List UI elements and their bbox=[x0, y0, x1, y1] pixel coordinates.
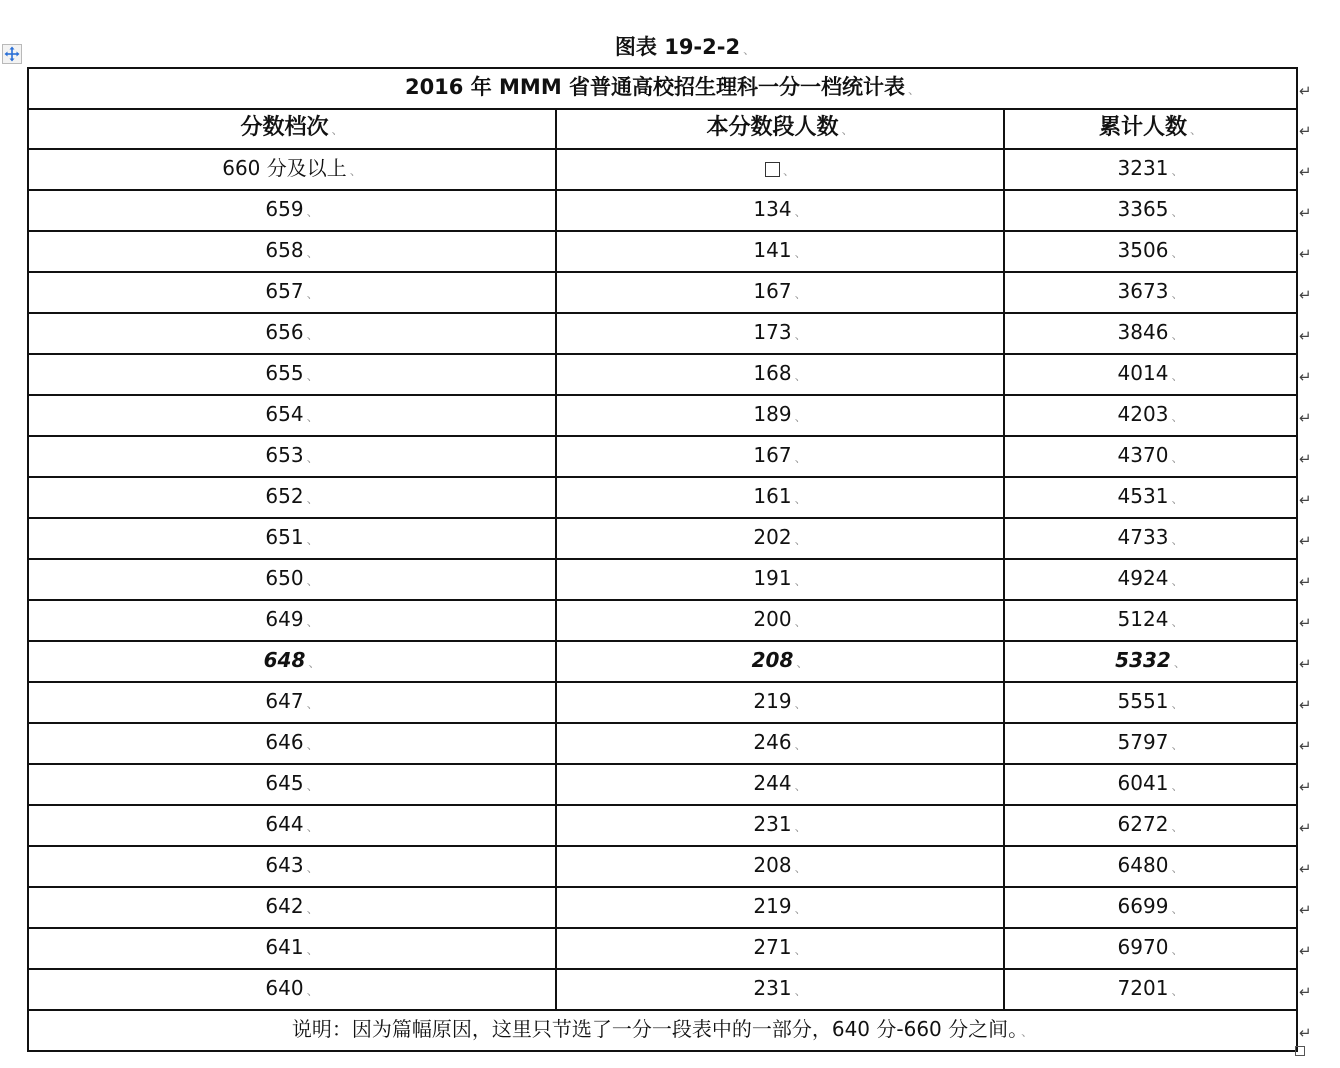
score-cell[interactable] bbox=[28, 231, 556, 272]
score-value: 660 分及以上 bbox=[222, 156, 347, 180]
table-row bbox=[28, 313, 1297, 354]
table-row bbox=[28, 600, 1297, 641]
count-cell[interactable] bbox=[556, 600, 1004, 641]
cell-end-mark: 、 bbox=[794, 820, 807, 834]
table-row bbox=[28, 477, 1297, 518]
cumulative-value: 6970 bbox=[1117, 935, 1169, 959]
count-value: 161 bbox=[753, 484, 792, 508]
count-value: 208 bbox=[751, 648, 794, 672]
cell-end-mark: 、 bbox=[306, 902, 319, 916]
header-cell-score[interactable] bbox=[28, 109, 556, 149]
table-row bbox=[28, 805, 1297, 846]
count-value: 202 bbox=[753, 525, 792, 549]
cell-end-mark: 、 bbox=[794, 902, 807, 916]
cell-end-mark: 、 bbox=[1171, 328, 1184, 342]
score-cell[interactable] bbox=[28, 149, 556, 190]
score-value: 641 bbox=[265, 935, 304, 959]
score-distribution-table bbox=[27, 67, 1298, 1052]
count-cell[interactable] bbox=[556, 149, 1004, 190]
count-value: 219 bbox=[753, 689, 792, 713]
cell-end-mark: 、 bbox=[306, 738, 319, 752]
table-header-row bbox=[28, 109, 1297, 149]
cell-end-mark: 、 bbox=[794, 205, 807, 219]
row-end-mark-icon: ↵ bbox=[1299, 244, 1312, 263]
score-value: 659 bbox=[265, 197, 304, 221]
cell-end-mark: 、 bbox=[1171, 697, 1184, 711]
cumulative-value: 4531 bbox=[1117, 484, 1169, 508]
score-value: 658 bbox=[265, 238, 304, 262]
score-cell[interactable] bbox=[28, 395, 556, 436]
score-value: 654 bbox=[265, 402, 304, 426]
row-end-mark-icon: ↵ bbox=[1299, 818, 1312, 837]
cell-end-mark: 、 bbox=[794, 246, 807, 260]
row-end-mark-icon: ↵ bbox=[1299, 654, 1312, 673]
cumulative-cell[interactable] bbox=[1004, 149, 1297, 190]
cumulative-value: 3506 bbox=[1117, 238, 1169, 262]
count-cell[interactable] bbox=[556, 477, 1004, 518]
cell-end-mark: 、 bbox=[1171, 820, 1184, 834]
count-cell[interactable] bbox=[556, 518, 1004, 559]
cumulative-cell[interactable] bbox=[1004, 682, 1297, 723]
cell-end-mark: 、 bbox=[1171, 943, 1184, 957]
count-value: 167 bbox=[753, 279, 792, 303]
cumulative-value: 5332 bbox=[1115, 648, 1171, 672]
count-cell[interactable] bbox=[556, 764, 1004, 805]
figure-caption: 图表 19-2-2 、 bbox=[614, 35, 756, 59]
score-value: 640 bbox=[265, 976, 304, 1000]
count-cell[interactable] bbox=[556, 231, 1004, 272]
cell-end-mark: 、 bbox=[1171, 246, 1184, 260]
score-value: 649 bbox=[265, 607, 304, 631]
cumulative-value: 5797 bbox=[1117, 730, 1169, 754]
cell-end-mark: 、 bbox=[1171, 738, 1184, 752]
score-value: 643 bbox=[265, 853, 304, 877]
row-end-mark-icon: ↵ bbox=[1299, 982, 1312, 1001]
cell-end-mark: 、 bbox=[306, 984, 319, 998]
cell-end-mark: 、 bbox=[331, 123, 344, 137]
row-end-mark-icon: ↵ bbox=[1299, 531, 1312, 550]
row-end-mark-icon: ↵ bbox=[1299, 81, 1312, 100]
score-value: 647 bbox=[265, 689, 304, 713]
table-move-handle[interactable] bbox=[2, 44, 22, 64]
count-value: 168 bbox=[753, 361, 792, 385]
score-value: 645 bbox=[265, 771, 304, 795]
score-cell[interactable] bbox=[28, 682, 556, 723]
row-end-mark-icon: ↵ bbox=[1299, 408, 1312, 427]
row-end-mark-icon: ↵ bbox=[1299, 326, 1312, 345]
cell-end-mark: 、 bbox=[794, 533, 807, 547]
count-cell[interactable] bbox=[556, 313, 1004, 354]
cell-end-mark: 、 bbox=[1171, 779, 1184, 793]
header-label: 本分数段人数 bbox=[706, 115, 839, 140]
cell-end-mark: 、 bbox=[743, 43, 756, 57]
header-cell-cumulative[interactable] bbox=[1004, 109, 1297, 149]
cell-end-mark: 、 bbox=[306, 615, 319, 629]
cell-end-mark: 、 bbox=[306, 410, 319, 424]
cumulative-cell[interactable] bbox=[1004, 313, 1297, 354]
cell-end-mark: 、 bbox=[1171, 902, 1184, 916]
cumulative-cell[interactable] bbox=[1004, 928, 1297, 969]
score-cell[interactable] bbox=[28, 518, 556, 559]
row-end-mark-icon: ↵ bbox=[1299, 859, 1312, 878]
cumulative-cell[interactable] bbox=[1004, 723, 1297, 764]
count-cell[interactable] bbox=[556, 723, 1004, 764]
score-cell[interactable] bbox=[28, 969, 556, 1010]
score-value: 642 bbox=[265, 894, 304, 918]
score-value: 646 bbox=[265, 730, 304, 754]
score-cell[interactable] bbox=[28, 928, 556, 969]
table-row bbox=[28, 272, 1297, 313]
cell-end-mark: 、 bbox=[794, 615, 807, 629]
table-row bbox=[28, 723, 1297, 764]
table-resize-handle[interactable] bbox=[1295, 1046, 1305, 1056]
score-value: 657 bbox=[265, 279, 304, 303]
count-cell[interactable] bbox=[556, 887, 1004, 928]
score-cell[interactable] bbox=[28, 846, 556, 887]
row-end-mark-icon: ↵ bbox=[1299, 695, 1312, 714]
score-cell[interactable] bbox=[28, 436, 556, 477]
cumulative-value: 6480 bbox=[1117, 853, 1169, 877]
cell-end-mark: 、 bbox=[794, 287, 807, 301]
row-end-mark-icon: ↵ bbox=[1299, 941, 1312, 960]
score-value: 652 bbox=[265, 484, 304, 508]
cell-end-mark: 、 bbox=[1171, 164, 1184, 178]
cumulative-value: 3846 bbox=[1117, 320, 1169, 344]
cell-end-mark: 、 bbox=[841, 123, 854, 137]
row-end-mark-icon: ↵ bbox=[1299, 900, 1312, 919]
score-cell[interactable] bbox=[28, 190, 556, 231]
cell-end-mark: 、 bbox=[306, 205, 319, 219]
count-value: 134 bbox=[753, 197, 792, 221]
row-end-mark-icon: ↵ bbox=[1299, 203, 1312, 222]
cell-end-mark: 、 bbox=[1171, 861, 1184, 875]
table-row bbox=[28, 764, 1297, 805]
count-value: 173 bbox=[753, 320, 792, 344]
row-end-mark-icon: ↵ bbox=[1299, 449, 1312, 468]
cell-end-mark: 、 bbox=[306, 246, 319, 260]
row-end-mark-icon: ↵ bbox=[1299, 736, 1312, 755]
score-cell[interactable] bbox=[28, 887, 556, 928]
cell-end-mark: 、 bbox=[794, 697, 807, 711]
count-value: 244 bbox=[753, 771, 792, 795]
table-title: 2016 年 MMM 省普通高校招生理科一分一档统计表 bbox=[404, 75, 906, 99]
cell-end-mark: 、 bbox=[1190, 123, 1203, 137]
table-row bbox=[28, 231, 1297, 272]
cell-end-mark: 、 bbox=[1171, 984, 1184, 998]
cell-end-mark: 、 bbox=[1021, 1025, 1034, 1039]
score-cell[interactable] bbox=[28, 272, 556, 313]
cell-end-mark: 、 bbox=[308, 656, 321, 670]
score-value: 650 bbox=[265, 566, 304, 590]
count-cell[interactable] bbox=[556, 846, 1004, 887]
cell-end-mark: 、 bbox=[1171, 533, 1184, 547]
cell-end-mark: 、 bbox=[794, 943, 807, 957]
table-row bbox=[28, 436, 1297, 477]
cell-end-mark: 、 bbox=[1171, 410, 1184, 424]
count-cell[interactable] bbox=[556, 395, 1004, 436]
table-title-cell[interactable] bbox=[28, 68, 1297, 109]
table-row bbox=[28, 928, 1297, 969]
cumulative-value: 7201 bbox=[1117, 976, 1169, 1000]
cell-end-mark: 、 bbox=[1171, 451, 1184, 465]
count-cell[interactable] bbox=[556, 354, 1004, 395]
cumulative-cell[interactable] bbox=[1004, 846, 1297, 887]
table-note-row bbox=[28, 1010, 1297, 1051]
cumulative-cell[interactable] bbox=[1004, 805, 1297, 846]
table-row bbox=[28, 395, 1297, 436]
cumulative-cell[interactable] bbox=[1004, 395, 1297, 436]
cell-end-mark: 、 bbox=[1171, 369, 1184, 383]
count-value: 208 bbox=[753, 853, 792, 877]
cumulative-cell[interactable] bbox=[1004, 436, 1297, 477]
cell-end-mark: 、 bbox=[1171, 205, 1184, 219]
cell-end-mark: 、 bbox=[1171, 615, 1184, 629]
count-cell[interactable] bbox=[556, 559, 1004, 600]
table-row bbox=[28, 846, 1297, 887]
row-end-mark-icon: ↵ bbox=[1299, 572, 1312, 591]
cell-end-mark: 、 bbox=[794, 738, 807, 752]
cumulative-value: 4203 bbox=[1117, 402, 1169, 426]
cell-end-mark: 、 bbox=[794, 779, 807, 793]
cell-end-mark: 、 bbox=[306, 574, 319, 588]
cell-end-mark: 、 bbox=[306, 369, 319, 383]
table-note: 说明：因为篇幅原因，这里只节选了一分一段表中的一部分，640 分-660 分之间。 bbox=[291, 1017, 1019, 1041]
row-end-mark-icon: ↵ bbox=[1299, 1023, 1312, 1042]
cell-end-mark: 、 bbox=[794, 451, 807, 465]
cumulative-cell[interactable] bbox=[1004, 354, 1297, 395]
cell-end-mark: 、 bbox=[794, 328, 807, 342]
cell-end-mark: 、 bbox=[306, 820, 319, 834]
empty-box-icon bbox=[765, 162, 780, 177]
score-cell[interactable] bbox=[28, 477, 556, 518]
score-cell[interactable] bbox=[28, 600, 556, 641]
cell-end-mark: 、 bbox=[1171, 287, 1184, 301]
header-label: 累计人数 bbox=[1098, 115, 1187, 140]
count-cell[interactable] bbox=[556, 272, 1004, 313]
count-cell[interactable] bbox=[556, 682, 1004, 723]
cumulative-value: 6041 bbox=[1117, 771, 1169, 795]
cumulative-value: 5124 bbox=[1117, 607, 1169, 631]
score-cell[interactable] bbox=[28, 641, 556, 682]
score-cell[interactable] bbox=[28, 805, 556, 846]
cell-end-mark: 、 bbox=[306, 697, 319, 711]
cell-end-mark: 、 bbox=[794, 369, 807, 383]
score-cell[interactable] bbox=[28, 723, 556, 764]
cumulative-value: 3365 bbox=[1117, 197, 1169, 221]
cumulative-cell[interactable] bbox=[1004, 272, 1297, 313]
count-value: 246 bbox=[753, 730, 792, 754]
count-cell[interactable] bbox=[556, 641, 1004, 682]
header-label: 分数档次 bbox=[240, 115, 329, 140]
row-end-mark-icon: ↵ bbox=[1299, 162, 1312, 181]
row-end-mark-icon: ↵ bbox=[1299, 285, 1312, 304]
cumulative-cell[interactable] bbox=[1004, 518, 1297, 559]
cell-end-mark: 、 bbox=[794, 410, 807, 424]
cumulative-value: 4733 bbox=[1117, 525, 1169, 549]
row-end-mark-icon: ↵ bbox=[1299, 122, 1312, 140]
cumulative-value: 3673 bbox=[1117, 279, 1169, 303]
count-value: 141 bbox=[753, 238, 792, 262]
count-value: 189 bbox=[753, 402, 792, 426]
score-value: 653 bbox=[265, 443, 304, 467]
table-row bbox=[28, 518, 1297, 559]
table-row bbox=[28, 190, 1297, 231]
cell-end-mark: 、 bbox=[306, 943, 319, 957]
move-arrows-icon bbox=[4, 46, 20, 62]
count-cell[interactable] bbox=[556, 928, 1004, 969]
cell-end-mark: 、 bbox=[1171, 492, 1184, 506]
count-value: 191 bbox=[753, 566, 792, 590]
cell-end-mark: 、 bbox=[794, 574, 807, 588]
count-cell[interactable] bbox=[556, 436, 1004, 477]
count-value: 167 bbox=[753, 443, 792, 467]
cumulative-cell[interactable] bbox=[1004, 969, 1297, 1010]
score-value: 655 bbox=[265, 361, 304, 385]
cell-end-mark: 、 bbox=[306, 328, 319, 342]
count-cell[interactable] bbox=[556, 969, 1004, 1010]
cell-end-mark: 、 bbox=[1173, 656, 1186, 670]
count-value: 231 bbox=[753, 812, 792, 836]
cumulative-cell[interactable] bbox=[1004, 559, 1297, 600]
cell-end-mark: 、 bbox=[306, 861, 319, 875]
cell-end-mark: 、 bbox=[306, 287, 319, 301]
table-title-row bbox=[28, 68, 1297, 109]
header-cell-count[interactable] bbox=[556, 109, 1004, 149]
cell-end-mark: 、 bbox=[794, 861, 807, 875]
cell-end-mark: 、 bbox=[908, 83, 921, 97]
cumulative-cell[interactable] bbox=[1004, 764, 1297, 805]
cell-end-mark: 、 bbox=[349, 164, 362, 178]
score-value: 651 bbox=[265, 525, 304, 549]
cumulative-value: 4924 bbox=[1117, 566, 1169, 590]
row-end-mark-icon: ↵ bbox=[1299, 613, 1312, 632]
cumulative-cell[interactable] bbox=[1004, 190, 1297, 231]
row-end-mark-icon: ↵ bbox=[1299, 490, 1312, 509]
cumulative-value: 4370 bbox=[1117, 443, 1169, 467]
cumulative-cell[interactable] bbox=[1004, 641, 1297, 682]
cumulative-cell[interactable] bbox=[1004, 887, 1297, 928]
count-cell[interactable] bbox=[556, 190, 1004, 231]
cumulative-value: 6272 bbox=[1117, 812, 1169, 836]
count-value: 271 bbox=[753, 935, 792, 959]
row-end-mark-icon: ↵ bbox=[1299, 777, 1312, 796]
table-row bbox=[28, 559, 1297, 600]
score-cell[interactable] bbox=[28, 764, 556, 805]
score-value: 656 bbox=[265, 320, 304, 344]
cell-end-mark: 、 bbox=[796, 656, 809, 670]
count-value: 231 bbox=[753, 976, 792, 1000]
cell-end-mark: 、 bbox=[306, 533, 319, 547]
cell-end-mark: 、 bbox=[306, 779, 319, 793]
note-cell[interactable] bbox=[28, 1010, 1297, 1051]
table-row bbox=[28, 887, 1297, 928]
cell-end-mark: 、 bbox=[306, 451, 319, 465]
cell-end-mark: 、 bbox=[782, 164, 795, 178]
table-row bbox=[28, 682, 1297, 723]
cell-end-mark: 、 bbox=[306, 492, 319, 506]
cumulative-value: 6699 bbox=[1117, 894, 1169, 918]
table-row bbox=[28, 354, 1297, 395]
table-row bbox=[28, 969, 1297, 1010]
cumulative-cell[interactable] bbox=[1004, 231, 1297, 272]
cumulative-value: 5551 bbox=[1117, 689, 1169, 713]
score-cell[interactable] bbox=[28, 559, 556, 600]
count-value: 219 bbox=[753, 894, 792, 918]
cell-end-mark: 、 bbox=[794, 492, 807, 506]
cumulative-cell[interactable] bbox=[1004, 477, 1297, 518]
cell-end-mark: 、 bbox=[794, 984, 807, 998]
row-end-mark-icon: ↵ bbox=[1299, 367, 1312, 386]
score-cell[interactable] bbox=[28, 354, 556, 395]
cumulative-value: 3231 bbox=[1117, 156, 1169, 180]
count-value: 200 bbox=[753, 607, 792, 631]
score-value: 644 bbox=[265, 812, 304, 836]
cumulative-cell[interactable] bbox=[1004, 600, 1297, 641]
cumulative-value: 4014 bbox=[1117, 361, 1169, 385]
cell-end-mark: 、 bbox=[1171, 574, 1184, 588]
table-row bbox=[28, 149, 1297, 190]
table-row bbox=[28, 641, 1297, 682]
count-cell[interactable] bbox=[556, 805, 1004, 846]
score-cell[interactable] bbox=[28, 313, 556, 354]
score-value: 648 bbox=[263, 648, 306, 672]
